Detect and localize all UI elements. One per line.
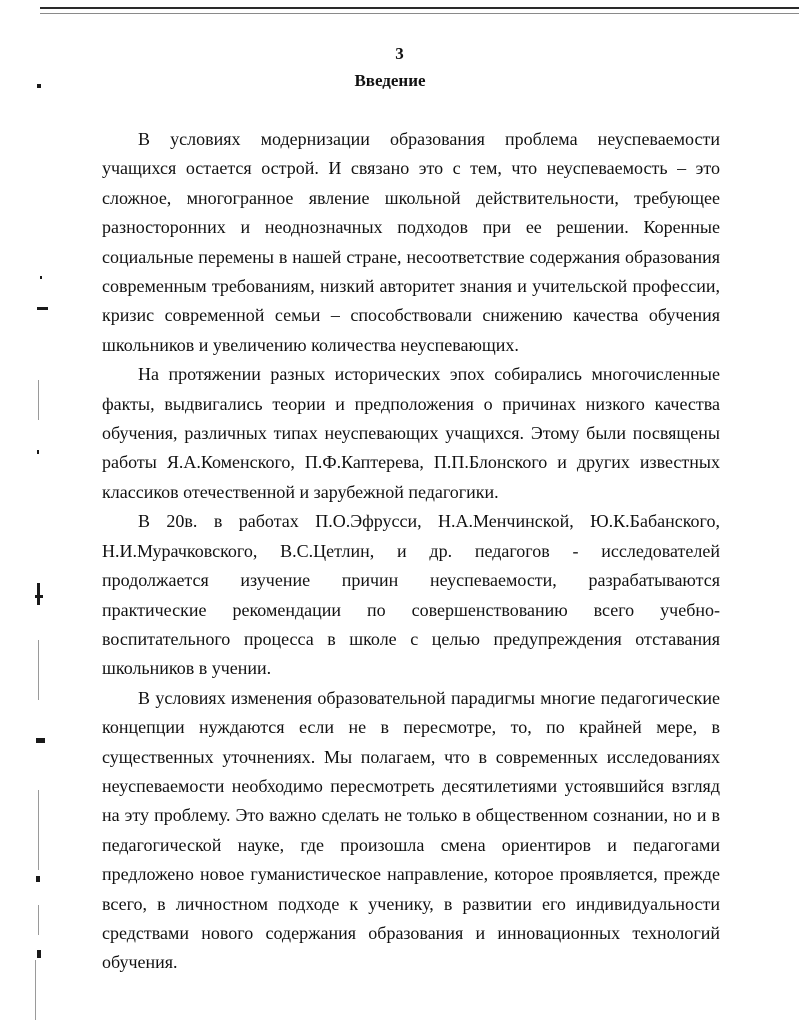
- scan-margin-line: [38, 380, 39, 420]
- section-title: Введение: [354, 71, 426, 90]
- scan-top-rule: [40, 7, 799, 9]
- scan-margin-line: [38, 790, 39, 870]
- scan-mark: [36, 876, 40, 882]
- scan-mark: [37, 450, 39, 454]
- scan-mark: [37, 307, 48, 310]
- scan-margin-line: [35, 960, 36, 1020]
- scan-top-rule-thin: [40, 13, 799, 14]
- scan-mark: [35, 595, 43, 598]
- paragraph-2: На протяжении разных исторических эпох собирались многочисленные факты, выдвигались теории и предположения о причинах низкого качества обучения, различных типах неуспевающих учащихся. Этому были посвящены работы Я.А.Коменского, П.Ф.Каптерева, П.П.Блонского и других известных классиков отечественной и зарубежной педагогики.: [102, 364, 720, 502]
- scan-mark: [36, 738, 45, 743]
- scan-margin-line: [38, 905, 39, 935]
- paragraph-4: В условиях изменения образовательной парадигмы многие педагогические концепции нуждаются если не в пересмотре, то, по крайней мере, в существенных уточнениях. Мы полагаем, что в современных исследованиях неуспеваемости необходимо пересмотреть десятилетиями устоявшийся взгляд на эту проблему. Это важно сделать не только в общественном сознании, но и в педагогической науке, где произошла смена ориентиров и педагогами предложено новое гуманистическое направление, которое проявляется, прежде всего, в личностном подходе к ученику, в развитии его индивидуальности средствами нового содержания образования и инновационных технологий обучения.: [102, 687, 720, 973]
- scan-mark: [40, 276, 42, 279]
- body-text: [102, 125, 720, 978]
- paragraph-3: В 20в. в работах П.О.Эфрусси, Н.А.Менчинской, Ю.К.Бабанского, Н.И.Мурачковского, В.С.Цетлин, и др. педагогов - исследователей продолжается изучение причин неуспеваемости, разрабатываются практические рекомендации по совершенствованию всего учебно-воспитательного процесса в школе с целью предупреждения отставания школьников в учении.: [102, 511, 720, 679]
- paragraph-1: В условиях модернизации образования проблема неуспеваемости учащихся остается острой. И связано это с тем, что неуспеваемость – это сложное, многогранное явление школьной действительности, требующее разносторонних и неоднозначных подходов при ее решении. Коренные социальные перемены в нашей стране, несоответствие содержания образования современным требованиям, низкий авторитет знания и учительской профессии, кризис современной семьи – способствовали снижению качества обучения школьников и увеличению количества неуспевающих.: [102, 129, 720, 355]
- page-number: 3: [395, 44, 404, 63]
- scan-margin-line: [38, 640, 39, 700]
- scan-mark: [37, 583, 40, 605]
- scan-mark: [37, 950, 41, 958]
